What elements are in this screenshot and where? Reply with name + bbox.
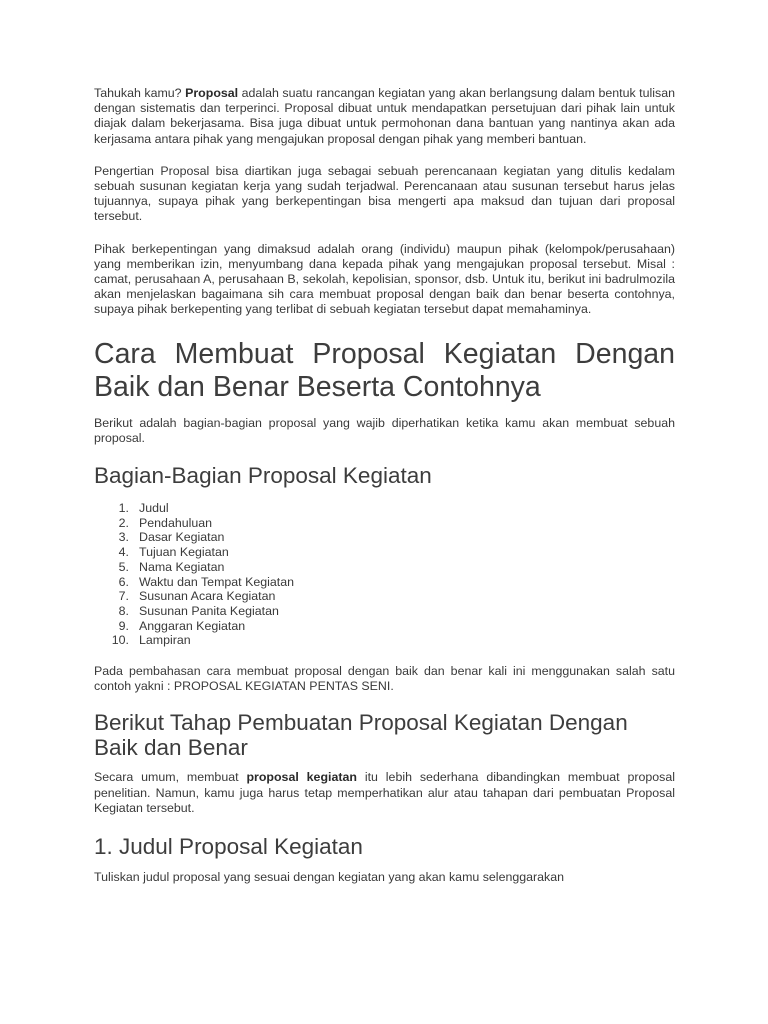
intro-paragraph-3: Pihak berkepentingan yang dimaksud adalah orang (individu) maupun pihak (kelompok/perusahaan) yang memberikan izin, menyumbang dana kepada pihak yang mengajukan proposal tersebut. Misal : camat, perusahaan A, perusahaan B, sekolah, kepolisian, sponsor, dsb. Untuk itu, berikut ini badrulmozila akan menjelaskan bagaimana sih cara membuat proposal dengan baik dan benar beserta contohnya, supaya pihak berkepenting yang terlibat di sebuah kegiatan tersebut dapat memahaminya.	[94, 241, 675, 317]
proposal-kegiatan-term: proposal kegiatan	[246, 770, 357, 785]
main-heading: Cara Membuat Proposal Kegiatan Dengan Baik dan Benar Beserta Contohnya	[94, 337, 675, 403]
intro-paragraph-2: Pengertian Proposal bisa diartikan juga sebagai sebuah perencanaan kegiatan yang ditulis kedalam sebuah susunan kegiatan kerja yang sudah terjadwal. Perencanaan atau susunan tersebut harus jelas tujuannya, supaya pihak yang berkepentingan bisa mengerti apa maksud dan tujuan dari proposal tersebut.	[94, 163, 675, 224]
intro-rest: adalah suatu rancangan kegiatan yang akan berlangsung dalam bentuk tulisan dengan sistematis dan terperinci. Proposal dibuat untuk mendapatkan persetujuan dari pihak lain untuk diajak dalam bekerjasama. Bisa juga dibuat untuk permohonan dana bantuan yang nantinya akan ada kerjasama antara pihak yang mengajukan proposal dengan pihak yang memberi bantuan.	[94, 86, 676, 146]
list-item: 4. Tujuan Kegiatan	[118, 545, 229, 560]
list-item: 6. Waktu dan Tempat Kegiatan	[118, 574, 294, 589]
list-item: 5. Nama Kegiatan	[118, 559, 225, 574]
list-item: 9. Anggaran Kegiatan	[118, 618, 246, 633]
list-item: 7. Susunan Acara Kegiatan	[118, 589, 276, 604]
list-item: 1. Judul	[118, 501, 169, 516]
list-item: 8. Susunan Panita Kegiatan	[118, 603, 279, 618]
steps-heading: Berikut Tahap Pembuatan Proposal Kegiatan Dengan Baik dan Benar	[94, 710, 628, 761]
steps-prefix: Secara umum, membuat	[94, 770, 247, 785]
section-1-heading: 1. Judul Proposal Kegiatan	[94, 834, 363, 860]
intro-paragraph-1	[94, 86, 675, 147]
main-intro-paragraph: Berikut adalah bagian-bagian proposal yang wajib diperhatikan ketika kamu akan membuat sebuah proposal.	[94, 415, 675, 445]
section-1-paragraph: Tuliskan judul proposal yang sesuai dengan kegiatan yang akan kamu selenggarakan	[94, 870, 565, 885]
list-item: 2. Pendahuluan	[118, 515, 213, 530]
parts-list	[94, 501, 675, 648]
list-item: 10. Lampiran	[111, 633, 191, 648]
article-body	[94, 86, 675, 885]
steps-rest: itu lebih sederhana dibandingkan membuat proposal penelitian. Namun, kamu juga harus tetap memperhatikan alur atau tahapan dari pembuatan Proposal Kegiatan tersebut.	[94, 770, 675, 815]
list-item: 3. Dasar Kegiatan	[118, 530, 225, 545]
proposal-term: Proposal	[185, 86, 239, 100]
parts-heading: Bagian-Bagian Proposal Kegiatan	[94, 463, 432, 489]
intro-prefix: Tahukah kamu?	[94, 86, 186, 100]
steps-paragraph	[94, 770, 675, 816]
parts-note-paragraph: Pada pembahasan cara membuat proposal dengan baik dan benar kali ini menggunakan salah satu contoh yakni : PROPOSAL KEGIATAN PENTAS SENI.	[94, 664, 675, 694]
